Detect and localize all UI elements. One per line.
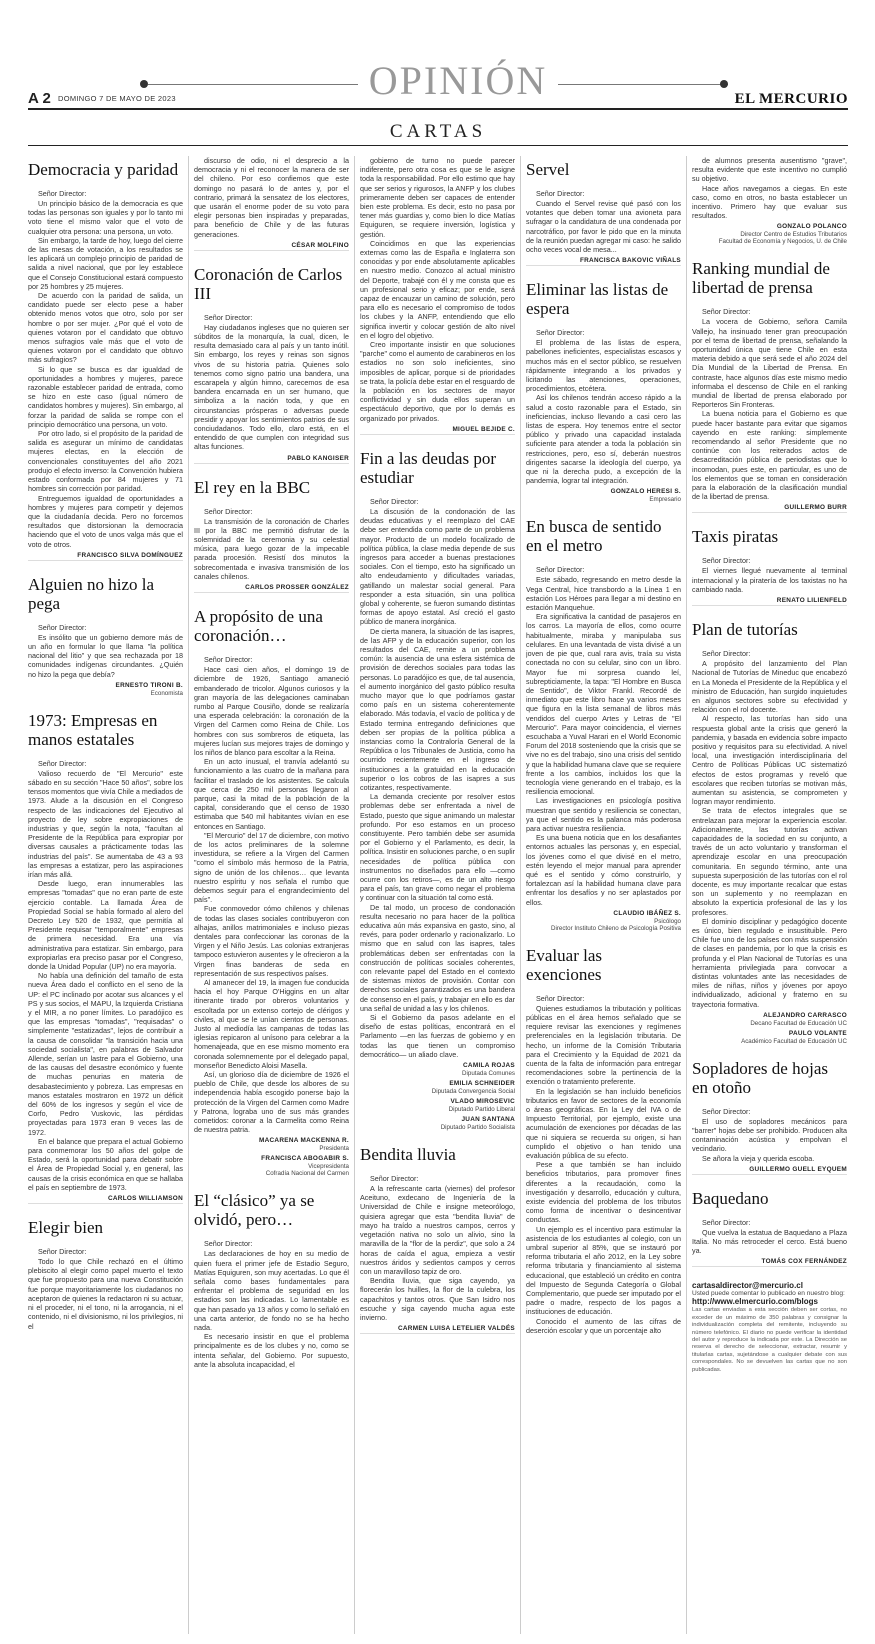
author-name: RENATO LILIENFELD xyxy=(692,597,847,606)
letter-paragraph: Así los chilenos tendrán acceso rápido a la salud a costo razonable para el Estado, sin ineficiencias, incluso llevando a casi cero las listas de espera. Hoy tenemos entre el sector público y privado una capacidad instalada suficiente para atender a toda la población sin restricciones, pero, eso sí, deberán nuestros dirigentes sacarse la ideología del cuerpo, ya que ni la derecha pudo, a excepción de la pandemia, lograr tal integración. xyxy=(526,393,681,486)
letter-signature xyxy=(526,257,681,266)
letter-body xyxy=(360,1184,515,1322)
letter-body xyxy=(28,199,183,549)
column-2 xyxy=(194,156,349,1634)
letter-body xyxy=(526,1004,681,1335)
letter-body xyxy=(194,323,349,452)
letter-title: Plan de tutorías xyxy=(692,620,798,640)
letter-title: Baquedano xyxy=(692,1188,769,1208)
letter-paragraph: De acuerdo con la paridad de salida, un candidato puede ser electo pese a haber obtenido menos votos que otro, solo por ser hombre o por ser mujer. ¿Por qué el voto de quienes votaron por el candidato que obtuvo menos sufragios vale más que el voto de quienes votaron por el candidato que obtuvo más sufragios? xyxy=(28,291,183,365)
letter-signature xyxy=(28,682,183,697)
masthead-dot-left xyxy=(140,80,148,88)
letter-paragraph: discurso de odio, ni el desprecio a la democracia y ni el reconocer la manera de ser del chileno. Por eso confiemos que este domingo no pasará lo de antes y, por el contrario, primará la sensatez de los electores, que usarán el enorme poder de su voto para elegir personas bien inspiradas y preparadas, para beneficio de Chile y de las futuras generaciones. xyxy=(194,156,349,239)
letter-title: Taxis piratas xyxy=(692,527,779,547)
masthead xyxy=(28,58,848,107)
letter-body xyxy=(28,633,183,679)
letter-body xyxy=(194,517,349,581)
letter-paragraph: A la refrescante carta (viernes) del profesor Aceituno, exdecano de Ingeniería de la Universidad de Chile e insigne meteorólogo, quisiera agregar que esta "bendita lluvia" de mayo ha traído a nuestros campos, cerros y vegetación nativa no solo un alivio, sino la maravilla de la "flor de la perdiz", que solo a 24 horas de caída el agua, empieza a vestir nuestros áridos y sedientos campos y cerros con un maravilloso tapiz de oro. xyxy=(360,1184,515,1276)
letter-article xyxy=(360,156,515,435)
author-role: Presidenta xyxy=(319,1145,349,1153)
author-role: Decano Facultad de Educación UC xyxy=(750,1019,847,1027)
author-name: MACARENA MACKENNA R. xyxy=(258,1137,349,1145)
letter-title: A propósito de una coronación… xyxy=(194,607,323,646)
author-name: MIGUEL BEJIDE C. xyxy=(360,426,515,435)
letter-paragraph: De tal modo, un proceso de condonación resulta necesario no para hacer de la política educativa aún más expansiva en gasto, sino, al revés, para poder ordenarlo y racionalizarlo. Lo mismo que en salud con las isapres, tales problemáticas deben ser enfrentadas con la construcción de políticas sociales coherentes, con relevante papel del Estado en el contexto de sistemas mixtos de provisión. Contar con derechos sociales garantizados es una bandera de consenso en el país, y trabajar en ello es dar una señal de unidad a las y los chilenos. xyxy=(360,902,515,1013)
author-name: GONZALO HERESI S. xyxy=(610,488,681,496)
author-name: GUILLERMO GUELL EYQUEM xyxy=(692,1166,847,1175)
column-divider xyxy=(188,156,189,1634)
letter-paragraph: La vocera de Gobierno, señora Camila Vallejo, ha insinuado tener gran preocupación por el tema de libertad de prensa, señalando la oportunidad única que tiene Chile en esta materia debido a que será sede el año 2024 del Día Mundial de la Libertad de Prensa. En contraste, hace algunos días este mismo medio informaba el descenso de Chile en el ranking mundial de libertad de prensa elaborado por Reporteros Sin Fronteras. xyxy=(692,317,847,410)
letter-title: Alguien no hizo la pega xyxy=(28,574,155,613)
column-5 xyxy=(692,156,847,1634)
letter-article xyxy=(360,449,515,1131)
letter-salutation: Señor Director: xyxy=(702,649,751,659)
letter-paragraph: En el balance que prepara el actual Gobierno para conmemorar los 50 años del golpe de Estado, será la oportunidad para debatir sobre el Área de Propiedad Social y, en general, las causas de la crisis económica en que se hallaba el país en septiembre de 1973. xyxy=(28,1136,183,1192)
column-divider xyxy=(354,156,355,1634)
letter-signature xyxy=(360,1062,515,1077)
letter-paragraph: Entreguemos igualdad de oportunidades a hombres y mujeres para competir y dejemos que la ciudadanía decida. Pero no forcemos resultados que distorsionan la democracia haciendo que el voto de unos valga más que el voto de otros. xyxy=(28,493,183,549)
letter-salutation: Señor Director: xyxy=(204,655,253,665)
newspaper-name: EL MERCURIO xyxy=(734,91,848,107)
letter-signature xyxy=(194,1155,349,1177)
letter-salutation: Señor Director: xyxy=(702,1106,751,1116)
letter-paragraph: Quienes estudiamos la tributación y políticas públicas en el área hemos señalado que se requiere revisar las exenciones y regímenes preferenciales en la legislación tributaria. De hecho, un informe de la Comisión Tributaria para el Crecimiento y la Equidad de 2021 da cuenta de la falta de información para entregar recomendaciones sobre la pertinencia de la exención o tratamiento preferente. xyxy=(526,1003,681,1087)
letter-signature xyxy=(526,488,681,503)
letter-paragraph: A propósito del lanzamiento del Plan Nacional de Tutorías de Mineduc que encabezó en La Moneda el Presidente de la República y el ministro de Educación, han surgido inquietudes en algunos sectores sobre su efectividad y relación con el rol docente. xyxy=(692,659,847,715)
letter-paragraph: Era significativa la cantidad de pasajeros en los carros. La mayoría de ellos, como ocurre habitualmente, miraba y manipulaba sus celulares. En una levantada de vista divisé a un joven de pie que, cual rara avis, traía su vista conectada no con su celular, sino con un libro. Mayor fue mi sorpresa cuando leí, subrepticiamente, la tapa: "El Hombre en Busca de Sentido", de Viktor Frankl. Recordé de inmediato que este libro hace ya varios meses que figura en la lista semanal de libros más vendidos del cuerpo Artes y Letras de "El Mercurio". Para mayor coincidencia, el viernes escuchaba a Yuval Harari en el World Economic Forum del 2018 sosteniendo que la crisis que se vive no es del trabajo, sino una crisis del sentido y que la habilidad humana clave que se requiere frente a los cambios, incluidos los que la tecnología viene generando en el trabajo, es la resiliencia emocional. xyxy=(526,612,681,797)
letter-body xyxy=(526,199,681,254)
letters-policy-text: Las cartas enviadas a esta sección deben ser cortas, no exceder de un máximo de 350 palabras y consignar la individualización completa del remitente, incluyendo su número telefónico. El diario no puede verificar la identidad del autor y reproduce la indicada por este. La Dirección se reserva el derecho de seleccionar, extractar, resumir y titularlas cartas, sujetándose a cualquier debate con sus correspondales. No se devuelven las cartas que no son publicadas. xyxy=(692,1307,847,1373)
column-divider xyxy=(520,156,521,1634)
letter-paragraph: El problema de las listas de espera, pabellones ineficientes, especialistas escasos y muchos más en el sector público, se resuelven rápidamente integrando a los privados y licitando las atenciones, operaciones, procedimientos, etcétera. xyxy=(526,338,681,394)
letter-paragraph: Las declaraciones de hoy en su medio de quien fuera el primer jefe de Estadio Seguro, Matías Equiguren, son muy acertadas. Lo que él señala como bases fundamentales para enfrentar el problema de seguridad en los estadios son las indicadas. Lo lamentable es que han pasado ya 13 años y como lo señaló en una carta anterior, de fondo no se ha hecho nada. xyxy=(194,1249,349,1333)
column-1 xyxy=(28,156,183,1634)
letter-title: Fin a las deudas por estudiar xyxy=(360,448,496,487)
letter-article xyxy=(692,620,847,1045)
letter-salutation: Señor Director: xyxy=(370,1174,419,1184)
letter-title: Sopladores de hojas en otoño xyxy=(692,1058,828,1097)
author-name: CÉSAR MOLFINO xyxy=(194,242,349,251)
letter-salutation: Señor Director: xyxy=(38,189,87,198)
letter-paragraph: Todo lo que Chile rechazó en el último plebiscito al elegir como papel muerto el texto que fue propuesto para una nueva Constitución fue porque mayoritariamente los ciudadanos no aceptaron de quienes la redactaron ni su actuar, ni el proceder, ni el tono, ni la arrogancia, ni el contenido, ni el divisionismo, ni los privilegios, ni el xyxy=(28,1257,183,1331)
letter-paragraph: Por otro lado, si el propósito de la paridad de salida es asegurar un mínimo de candidatas mujeres electas, en la elección de convencionales constituyentes del año 2021 produjo el efecto inverso: la Convención hubiera estado conformada por 84 mujeres y 71 hombres sin corrección por paridad. xyxy=(28,429,183,494)
letter-paragraph: Al respecto, las tutorías han sido una respuesta global ante la crisis que generó la pandemia, y basada en evidencia sobre impacto positivo y requisitos para su efectividad. A nivel local, una investigación interdisciplinaria del Centro de Políticas Públicas UC sistematizó efectos de estos programas y reveló que escolares que reciben tutorías se motivan más, aumentan su asistencia, se comprometen y logran mayor rendimiento. xyxy=(692,714,847,807)
letter-title: 1973: Empresas en manos estatales xyxy=(28,710,158,749)
letter-paragraph: La transmisión de la coronación de Charles III por la BBC me permitió disfrutar de la solemnidad de la ceremonia y su celestial música, para luego gozar de la impecable parada procesión. Resistí dos minutos la sobrecomentada e invasiva transmisión de los canales chilenos. xyxy=(194,516,349,581)
letter-body xyxy=(692,317,847,501)
letter-title: El “clásico” ya se olvidó, pero… xyxy=(194,1191,315,1230)
letter-signature xyxy=(28,552,183,561)
author-role: Cofradía Nacional del Carmen xyxy=(265,1170,349,1178)
letter-signature xyxy=(526,910,681,932)
letter-salutation: Señor Director: xyxy=(536,565,585,575)
author-name: GONZALO POLANCO xyxy=(776,223,847,231)
letter-paragraph: Si el Gobierno da pasos adelante en el diseño de estas políticas, encontrará en el Parlamento —en las fuerzas de gobierno y en todas las que tienen un compromiso democrático— un aliado clave. xyxy=(360,1013,515,1059)
section-title: OPINIÓN xyxy=(368,58,548,103)
letter-paragraph: La discusión de la condonación de las deudas educativas y el reemplazo del CAE debe ser entendida como parte de un problema mayor. Producto de un modelo focalizado de política pública, la clase media depende de sus ingresos para acceder a buenas prestaciones sociales. Con el tiempo, esto ha significado un alto endeudamiento y dificultades variadas, gatillando un malestar social general. Para responder a esta situación, sin una política global y coherente, se fueron sumando distintas formas de apoyo estatal. Así creció el gasto público de manera inorgánica. xyxy=(360,506,515,627)
letter-signature xyxy=(360,1116,515,1131)
letter-title: Elegir bien xyxy=(28,1218,104,1238)
author-name: PABLO KANGISER xyxy=(194,455,349,464)
masthead-divider xyxy=(28,108,848,110)
author-name: CARLOS PROSSER GONZÁLEZ xyxy=(194,584,349,593)
letter-article xyxy=(692,527,847,606)
letter-signature xyxy=(692,1030,847,1045)
letter-body xyxy=(526,575,681,906)
letter-signature xyxy=(360,1325,515,1334)
letter-paragraph: Creo importante insistir en que soluciones "parche" como el aumento de carabineros en los estadios no son solo ineficientes, sino imposibles de aplicar, porque si de prioridades se trata, la policía debe estar en el resguardo de la población en los sectores de mayor conflictividad y sin duda ellos superan un espectáculo deportivo, que por lo demás es organizado por privados. xyxy=(360,340,515,423)
letter-paragraph: Que vuelva la estatua de Baquedano a Plaza Italia. No más retroceder el cerco. Está bueno ya. xyxy=(692,1227,847,1256)
author-name: TOMÁS COX FERNÁNDEZ xyxy=(692,1258,847,1267)
author-role: Facultad de Economía y Negocios, U. de Chile xyxy=(718,238,847,246)
letter-signature xyxy=(692,597,847,606)
letter-paragraph: La buena noticia para el Gobierno es que puede hacer bastante para evitar que sigamos cayendo en este ranking: simplemente recomendando al señor Presidente que no continúe con los reiterados actos de desacreditación pública de periodistas que lo incomodan, pues este, en particular, es uno de los elementos que se toman en consideración para la elaboración de la clasificación mundial de la libertad de prensa. xyxy=(692,409,847,502)
author-name: EMILIA SCHNEIDER xyxy=(449,1080,515,1088)
letter-paragraph: Un ejemplo es el incentivo para estimular la asistencia de los estudiantes al colegio, con un umbral superior al 85%, que se instauró por reforma tributaria el año 2012, en la Ley sobre reforma tributaria y financiamiento al sistema educacional, que estableció un crédito en contra del Impuesto de Segunda Categoría o Global Complementario, que puede ser imputado por el padre o madre, respecto de los pagos a instituciones de educación. xyxy=(526,1224,681,1317)
letter-signature xyxy=(28,1195,183,1204)
letter-paragraph: En un acto inusual, el tranvía adelantó su funcionamiento a las cuatro de la mañana para facilitar el traslado de los asistentes. Se calcula que cerca de 250 mil personas llegaron al parque, casi la mitad de la población de la capital, considerando que el censo de 1930 estimaba que 540 mil habitantes vivían en ese entonces en Santiago. xyxy=(194,757,349,831)
letter-paragraph: Sin embargo, la tarde de hoy, luego del cierre de las mesas de votación, a los resultados se les aplicará un complejo principio de paridad de salida a nivel nacional, que por ley establece que el Consejo Constitucional estará compuesto por 25 hombres y 25 mujeres. xyxy=(28,235,183,291)
letter-signature xyxy=(360,1080,515,1095)
letter-signature xyxy=(692,1258,847,1267)
letter-salutation: Señor Director: xyxy=(38,622,87,632)
author-role: Diputada Comunes xyxy=(462,1070,515,1078)
column-divider xyxy=(686,156,687,1634)
letter-paragraph: El viernes llegué nuevamente al terminal internacional y la piratería de los taxistas no ha cambiado nada. xyxy=(692,566,847,594)
letter-body xyxy=(194,1249,349,1369)
letter-signature xyxy=(194,455,349,464)
author-name: FRANCISCA BAKOVIC VIÑALS xyxy=(526,257,681,266)
letter-salutation: Señor Director: xyxy=(38,1247,87,1257)
letter-salutation: Señor Director: xyxy=(370,496,419,506)
author-name: GUILLERMO BURR xyxy=(692,504,847,513)
letter-paragraph: Se trata de efectos integrales que se entrelazan para mejorar la experiencia escolar. Adicionalmente, las tutorías activan capacidades de la sociedad en su conjunto, a través de un acto voluntario y transforman el aprendizaje escolar en una preocupación comunitaria. En segundo término, ante una supuesta superposición de las tutorías con el rol docente, es muy importante recalcar que estas son un suplemento y no reemplazan en absoluto la experticia profesional de las y los profesores. xyxy=(692,806,847,917)
letter-paragraph: Conocido el aumento de las cifras de deserción escolar y que un porcentaje alto xyxy=(526,1316,681,1335)
letter-article xyxy=(526,160,681,266)
letter-paragraph: Si lo que se busca es dar igualdad de oportunidades a hombres y mujeres, parece razonable establecer paridad de entrada, como se hizo en este caso (igual número de candidatos hombres y mujeres). Sin embargo, al forzar la paridad de salida se rompe con el principio democrático una persona, un voto. xyxy=(28,364,183,429)
letter-paragraph: Al amanecer del 19, la imagen fue conducida hacia el hoy Parque O'Higgins en un altar itinerante tirado por obreros voluntarios y escoltada por un extenso cortejo de clérigos y civiles, al que se le unían cientos de personas. Justo al mediodía las campanas de todas las iglesias repicaron al unísono para celebrar a la homenajeada, que en ese mismo momento era coronada solemnemente por el delegado papal, monseñor Benedicto Aloisi Masella. xyxy=(194,978,349,1070)
page-number: A 2 xyxy=(28,90,51,107)
subsection-title: CARTAS xyxy=(389,121,487,142)
author-role: Diputado Partido Liberal xyxy=(448,1106,515,1114)
author-role: Director Centro de Estudios Tributarios xyxy=(740,231,847,239)
author-name: ALEJANDRO CARRASCO xyxy=(763,1011,847,1019)
letters-contact-box xyxy=(692,1281,847,1374)
letter-body xyxy=(692,1117,847,1163)
letter-signature xyxy=(692,1012,847,1027)
letter-body xyxy=(360,156,515,423)
letter-title: Democracia y paridad xyxy=(28,160,179,179)
letter-paragraph: Es necesario insistir en que el problema principalmente es de los clubes y no, como se intenta señalar, del Gobierno. Por supuesto, ante la absoluta incapacidad, el xyxy=(194,1332,349,1369)
letter-signature xyxy=(194,242,349,251)
letter-signature xyxy=(194,1137,349,1152)
letter-paragraph: Hace años navegamos a ciegas. En este caso, como en otros, no basta establecer un incentivo. Primero hay que evaluar sus resultados. xyxy=(692,183,847,221)
author-role: Diputada Convergencia Social xyxy=(431,1088,515,1096)
letter-paragraph: Hay ciudadanos ingleses que no quieren ser súbditos de la monarquía, la cual, dicen, le resulta demasiado cara al país y un tanto inútil. Sin embargo, los reyes y reinas son signos vivos de su historia patria. Quienes solo tenemos como signo patrio una bandera, una escarapela y algún himno, carecemos de esa bandera encarnada en un ser humano, que simboliza a la nación toda, y que en circunstancias prósperas o adversas puede presidir y apoyar los sentimientos patrios de sus conciudadanos. Todo ello, claro está, en el entendido de que cumplen con integridad sus altas funciones. xyxy=(194,322,349,452)
letter-article xyxy=(526,280,681,503)
masthead-dot-right xyxy=(720,80,728,88)
letter-signature xyxy=(194,584,349,593)
letter-signature xyxy=(360,1098,515,1113)
letter-body xyxy=(194,665,349,1134)
letter-paragraph: Cuando el Servel revise qué pasó con los votantes que deben tomar una avioneta para sufragar o la candidatura de una condenada por narcotráfico, por favor le pido que en la minuta de la reunión puedan agregar mi caso: he salido ocho veces vocal de mesa... xyxy=(526,199,681,255)
letter-signature xyxy=(692,223,847,245)
letter-article xyxy=(194,265,349,464)
letter-body xyxy=(194,156,349,239)
letter-article xyxy=(28,160,183,561)
masthead-rule-left xyxy=(148,84,358,85)
author-role: Vicepresidenta xyxy=(308,1163,349,1171)
letter-title: Ranking mundial de libertad de prensa xyxy=(692,259,830,298)
contact-email-link[interactable]: cartasaldirector@mercurio.cl xyxy=(692,1281,803,1291)
letter-signature xyxy=(692,1166,847,1175)
letter-article xyxy=(692,1189,847,1268)
letter-article xyxy=(692,156,847,245)
letter-paragraph: Así, un glorioso día de diciembre de 1926 el pueblo de Chile, que desde los albores de su independencia había escogido ponerse bajo la protección de la Virgen del Carmen como Madre y Patrona, lograba uno de sus más grandes cometidos: coronar a la Carmelita como Reina de nuestra patria. xyxy=(194,1070,349,1135)
letter-body xyxy=(28,1257,183,1331)
author-name: VLADO MIROSEVIC xyxy=(450,1098,515,1106)
letter-salutation: Señor Director: xyxy=(536,328,585,338)
letter-paragraph: Fue conmovedor cómo chilenos y chilenas de todas las clases sociales contribuyeron con alhajas, anillos matrimoniales e incluso piezas dentales para confeccionar las coronas de la Virgen y el Niño Jesús. Las colonias extranjeras tampoco estuvieron ausentes y le ofrecieron a la Virgen finas banderas de seda en representación de sus respectivos países. xyxy=(194,904,349,978)
author-name: ERNESTO TIRONI B. xyxy=(115,681,183,689)
letter-paragraph: Bendita lluvia, que siga cayendo, ya florecerán los huilles, la flor de la culebra, los capachitos y tantos otros. Que San Isidro nos escuche y siga cayendo mucha agua este invierno. xyxy=(360,1276,515,1322)
author-name: CARLOS WILLIAMSON xyxy=(28,1195,183,1204)
letter-paragraph: El dominio disciplinar y pedagógico docente es único, bien regulado e insustituible. Pero Chile fue uno de los países con más suspensión de clases en pandemia, por lo que la crisis es profunda y el Plan Nacional de Tutorías es una herramienta privilegiada para convocar a distintas voluntades ante las necesidades de miles de niñas, niños y jóvenes por apoyo individualizado, adicional y fraterno en su trayectoria formativa. xyxy=(692,916,847,1009)
letter-paragraph: Valioso recuerdo de "El Mercurio" este sábado en su sección "Hace 50 años", sobre los tensos momentos que vivía Chile a mediados de 1973. Alude a la discusión en el Congreso respecto de las indicaciones del Ejecutivo al proyecto de ley sobre expropiaciones de industrias y que, según la nota, "facultan al Presidente de la República para expropiar por diversas causales a prácticamente todas las industrias del país". Se aumentaba de 43 a 93 las empresas a estatizar, pero las aspiraciones irían más allá. xyxy=(28,768,183,879)
subsection-divider xyxy=(28,145,848,146)
letter-paragraph: El uso de sopladores mecánicos para "barrer" hojas debe ser prohibido. Producen alta contaminación acústica y empolvan el vecindario. xyxy=(692,1116,847,1154)
letter-body xyxy=(360,507,515,1059)
author-role: Académico Facultad de Educación UC xyxy=(741,1037,847,1045)
author-role: Diputado Partido Socialista xyxy=(440,1124,515,1132)
letter-signature xyxy=(692,504,847,513)
letter-paragraph: de alumnos presenta ausentismo "grave", resulta evidente que este incentivo no cumplió su objetivo. xyxy=(692,156,847,184)
letter-title: Bendita lluvia xyxy=(360,1145,456,1165)
letter-article xyxy=(194,1191,349,1369)
letter-signature xyxy=(360,426,515,435)
publication-date: DOMINGO 7 DE MAYO DE 2023 xyxy=(58,94,176,103)
letter-article xyxy=(692,259,847,513)
author-role: Psicólogo xyxy=(654,917,681,925)
letter-article xyxy=(28,1218,183,1331)
letter-title: En busca de sentido en el metro xyxy=(526,517,662,556)
letter-salutation: Señor Director: xyxy=(702,556,751,566)
author-name: PAULO VOLANTE xyxy=(788,1029,847,1037)
letter-paragraph: gobierno de turno no puede parecer indiferente, pero otra cosa es que se le asigne toda la responsabilidad. Por ello estimo que hay que ser serios y rigurosos, la ANFP y los clubes primeramente deben ser capaces de entender bien este problema. Es decir, esto no pasa por tener más guardias y, como bien lo dice Matías Equiguren, se requiere inversión, logística y gestión. xyxy=(360,156,515,239)
blog-note: Usted puede comentar lo publicado en nuestro blog: xyxy=(692,1290,845,1298)
letter-article xyxy=(194,156,349,251)
letter-paragraph: "El Mercurio" del 17 de diciembre, con motivo de los actos preliminares de la solemne investidura, se refiere a la Virgen del Carmen "como el símbolo más hermoso de la Patria, signo de unión de los chilenos… que levanta nuestro espíritu y nos señala el rumbo que debemos seguir para el engrandecimiento del país". xyxy=(194,830,349,905)
letter-paragraph: Este sábado, regresando en metro desde la Vega Central, hice transbordo a la Línea 1 en estación Los Héroes para llegar a mi destino en estación Manquehue. xyxy=(526,575,681,613)
letter-paragraph: Es una buena noticia que en los desafiantes entornos actuales las personas y, en especial, los jóvenes como el que divisé en el metro, estén leyendo el mejor manual para aprender qué es el sentido y cómo construirlo, y fortalezcan así la habilidad humana clave para enfrentar los desafíos y no ser aplastados por ellos. xyxy=(526,833,681,907)
letter-body xyxy=(692,566,847,594)
letter-salutation: Señor Director: xyxy=(204,1239,253,1249)
letter-article xyxy=(28,575,183,697)
author-name: CARMEN LUISA LETELIER VALDÉS xyxy=(360,1325,515,1334)
author-name: FRANCISCA ABOGABIR S. xyxy=(261,1155,349,1163)
letter-salutation: Señor Director: xyxy=(38,758,87,768)
letter-article xyxy=(194,607,349,1177)
letter-paragraph: Un principio básico de la democracia es que todas las personas son iguales y por lo tanto mi voto tiene el mismo valor que el voto de cualquier otra persona: una persona, un voto. xyxy=(28,199,183,236)
letter-salutation: Señor Director: xyxy=(702,1217,751,1227)
author-name: CAMILA ROJAS xyxy=(462,1062,515,1070)
letter-body xyxy=(692,156,847,220)
letter-paragraph: No había una definición del tamaño de esta nueva Área dado el conflicto en el seno de la UP: el PC inclinado por acotar sus alcances y el PS y sus socios, el MAPU, la Izquierda Cristiana y el MIR, a no poner límites. Lo paradójico es que las empresas "tomadas", "requisadas" o simplemente "estatizadas", lejos de contribuir a la causa de consolidar "la transición hacia una sociedad socialista", en palabras de Salvador Allende, serían un lastre para el Gobierno, una de las causas del desastre económico y fuente de muchas penurias en materia de desabastecimiento y pobreza. Las empresas en manos estatales mostraron en 1972 un déficit del 60% de los ingresos y según el vice de Corfo, Pedro Vuskovic, las pérdidas proyectadas para 1973 eran 9 veces las de 1972. xyxy=(28,971,183,1137)
letter-paragraph: Coincidimos en que las experiencias externas como las de España e Inglaterra son conocidas y por ende absolutamente aplicables en nuestro medio. Conozco al actual ministro del Deporte, trabajé con él y me consta que es un profesional serio y eficaz; por ende, será capaz de encauzar un camino de solución, pero para ello es necesario el compromiso de todos los clubes y la ANFP, entendiendo que ello significa invertir y colocar gestión de alto nivel en el logro del objetivo. xyxy=(360,238,515,340)
masthead-rule-right xyxy=(558,84,728,85)
letter-article xyxy=(194,478,349,593)
letter-title: Servel xyxy=(526,160,570,179)
letter-title: Coronación de Carlos III xyxy=(194,264,343,303)
author-name: JUAN SANTANA xyxy=(461,1116,515,1124)
letter-salutation: Señor Director: xyxy=(536,189,585,198)
letter-article xyxy=(360,1145,515,1334)
author-role: Empresario xyxy=(649,496,681,504)
letter-paragraph: La demanda creciente por resolver estos problemas debe ser enfrentada a nivel de Estado, puesto que sigue animando un malestar profundo. Por eso estamos en un proceso constituyente. Pero también debe ser asumida por el Gobierno y el Parlamento, es decir, la política. Insistir en soluciones parche, o en suplir necesidades de política pública con instrumentos no diseñados para ello —como ocurre con los retiros—, es de un alto riesgo para el país, tan grave como negar el problema y continuar con la situación tal como está. xyxy=(360,792,515,903)
letter-body xyxy=(526,338,681,485)
letter-article xyxy=(526,517,681,931)
letter-salutation: Señor Director: xyxy=(536,993,585,1003)
letter-salutation: Señor Director: xyxy=(204,506,253,516)
letter-paragraph: Hace casi cien años, el domingo 19 de diciembre de 1926, Santiago amaneció embanderado de tricolor. Algunos curiosos y la gran mayoría de las delegaciones caminaban rumbo al Parque Cousiño, donde se realizaría una esperada celebración: la coronación de la Virgen del Carmen como Reina de Chile. Los hombres con sus sombreros de etiqueta, las mujeres lucían sus mejores trajes de domingo y los niños de blanco para escoltar a la Reina. xyxy=(194,665,349,757)
letter-paragraph: Se añora la vieja y querida escoba. xyxy=(702,1153,815,1163)
letter-body xyxy=(692,1228,847,1256)
letter-title: Eliminar las listas de espera xyxy=(526,280,669,319)
author-name: FRANCISCO SILVA DOMÍNGUEZ xyxy=(28,552,183,561)
letter-article xyxy=(526,946,681,1335)
author-name: CLAUDIO IBÁÑEZ S. xyxy=(613,909,681,917)
letter-body xyxy=(692,659,847,1009)
author-role: Director Instituto Chileno de Psicología Positiva xyxy=(550,924,681,932)
letter-article xyxy=(28,711,183,1204)
column-4 xyxy=(526,156,681,1634)
letter-paragraph: Desde luego, eran innumerables las empresas "tomadas" que no eran parte de este ejercicio contable. La llamada Área de Propiedad Social se había formado al alero del Decreto Ley 520 de 1932, que permitía al Presidente requisar "temporalmente" empresas de primera necesidad. Era una vía administrativa para estatizar. Sin embargo, para expropiarlas era preciso pasar por el Congreso, donde la Unidad Popular (UP) no era mayoría. xyxy=(28,879,183,971)
letter-title: Evaluar las exenciones xyxy=(526,945,602,984)
letter-paragraph: Es insólito que un gobierno demore más de un año en formular lo que llama "la política nacional del litio" y que sea rechazada por 18 comunidades indígenas circundantes. ¿Quién no hizo la pega que debía? xyxy=(28,632,183,679)
letter-title: El rey en la BBC xyxy=(194,477,311,497)
column-3 xyxy=(360,156,515,1634)
letter-paragraph: Pese a que también se han incluido beneficios tributarios, para promover fines diferentes a la recaudación, como la investigación y desarrollo, educación y cultura, existe evidencia del problema de los tributos como forma de incentivar o desincentivar conductas. xyxy=(526,1160,681,1225)
blog-url-link[interactable]: http://www.elmercurio.com/blogs xyxy=(692,1297,818,1307)
letter-paragraph: En la legislación se han incluido beneficios tributarios en favor de sectores de la economía o áreas geográficas. En la Ley del IVA o de Impuesto Territorial, por ejemplo, existe una acumulación de exenciones por décadas de las que ni siquiera se recuerda su origen, si han cumplido el objetivo o han tenido una evaluación pública de su efecto. xyxy=(526,1086,681,1161)
author-role: Economista xyxy=(150,689,183,697)
letter-body xyxy=(28,769,183,1192)
letters-columns xyxy=(28,156,848,1636)
letter-paragraph: De cierta manera, la situación de las isapres, de las AFP y de la educación superior, con los resultados del CAE, remite a un problema común: la ausencia de una esfera sistémica de provisión de derechos sociales para todas las personas. Lo paradójico es que, de tal ausencia, el aumento inorgánico del gasto público resulta mucho mayor que lo que podríamos gastar como país en un sistema coherentemente elaborado. Más todavía, el vacío de política y de Estado termina entregando definiciones que deben ser propias de la política pública a instancias como la Contraloría General de la República o los Tribunales de Justicia, como ha ocurrido recientemente en el ingreso de instituciones a la gratuidad en la educación superior o los cobros de las isapres a sus cotizantes, respectivamente. xyxy=(360,626,515,792)
letter-salutation: Señor Director: xyxy=(204,312,253,322)
letter-salutation: Señor Director: xyxy=(702,307,751,317)
letter-article xyxy=(692,1059,847,1175)
letter-paragraph: Las investigaciones en psicología positiva muestran que sentido y resiliencia se conectan, ya que el sentido es la palanca más poderosa para activar nuestra resiliencia. xyxy=(526,796,681,833)
